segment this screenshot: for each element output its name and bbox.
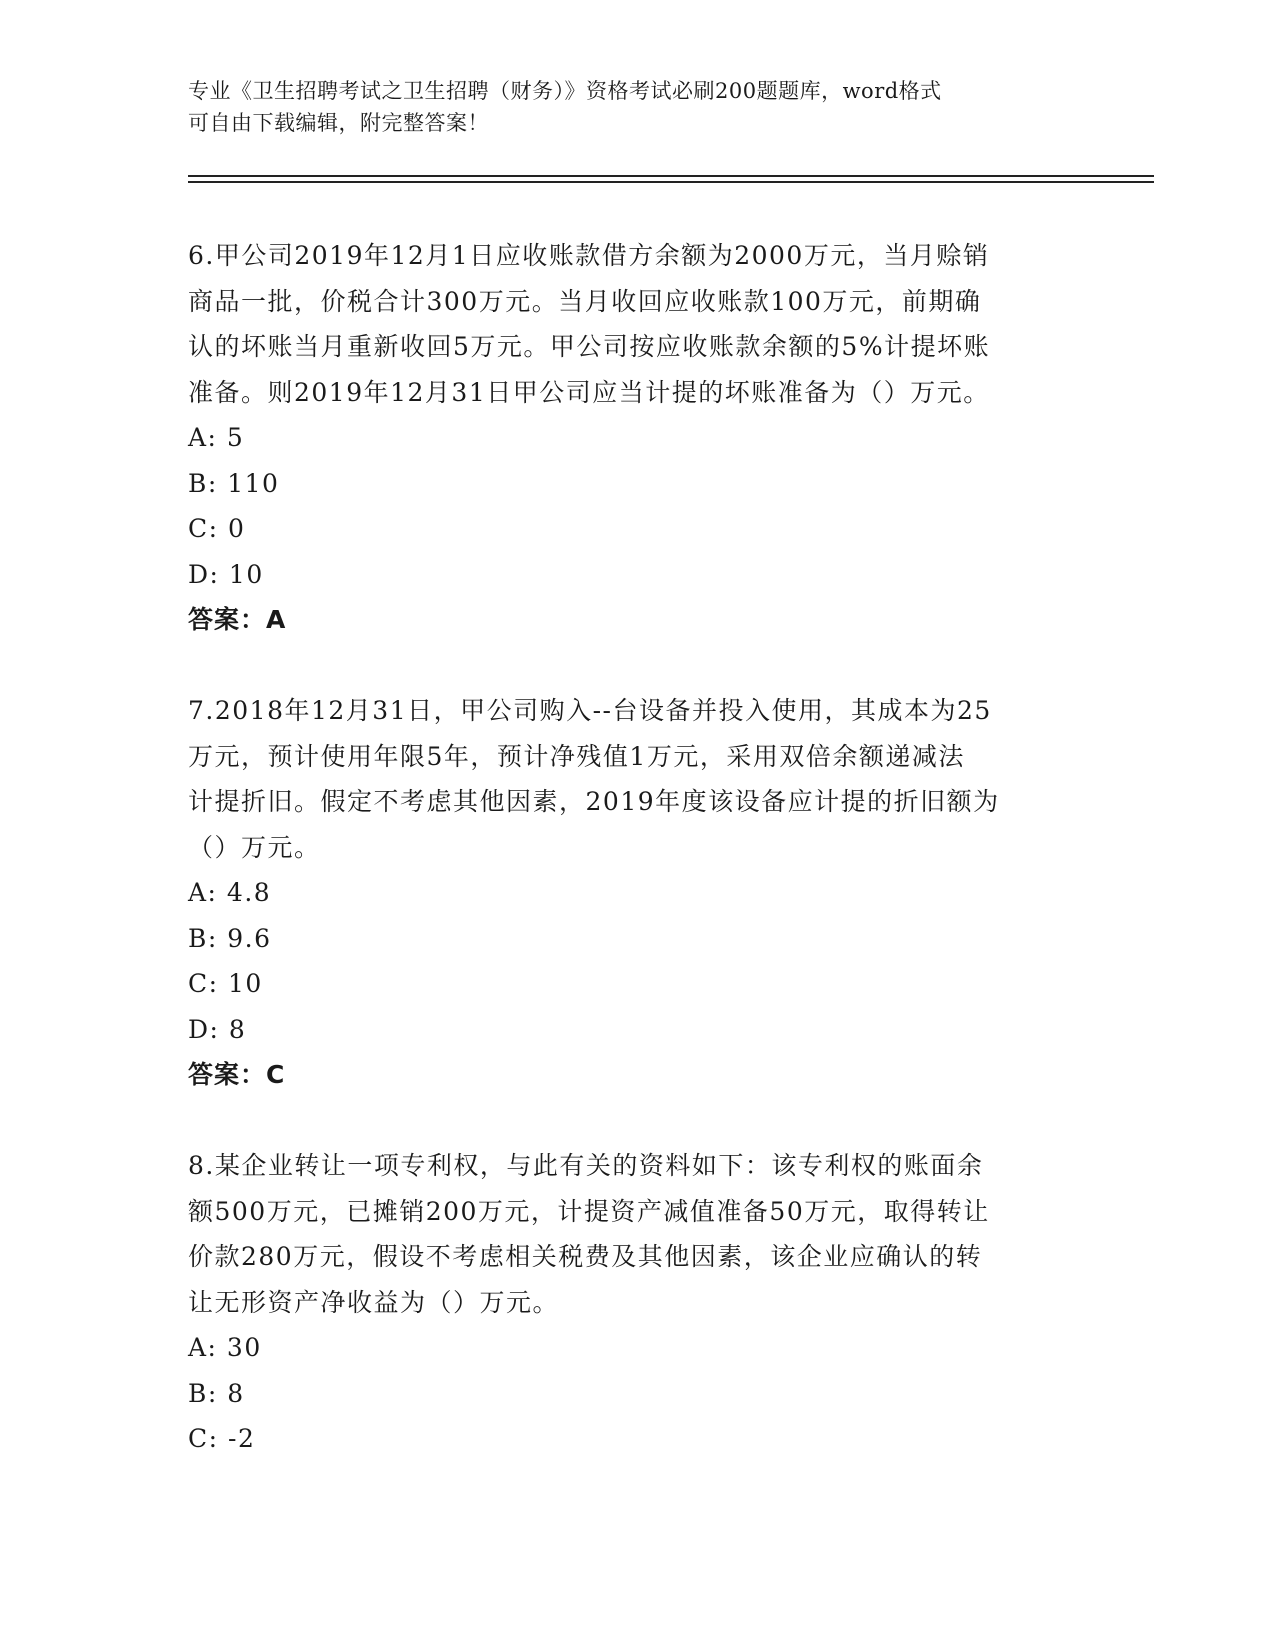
question-line: 准备。则2019年12月31日甲公司应当计提的坏账准备为（）万元。 xyxy=(188,377,990,407)
question-line: 8.某企业转让一项专利权，与此有关的资料如下：该专利权的账面余 xyxy=(188,1151,984,1180)
question-line: 万元，预计使用年限5年，预计净残值1万元，采用双倍余额递减法 xyxy=(188,741,965,771)
question-line: 6.甲公司2019年12月1日应收账款借方余额为2000万元，当月赊销 xyxy=(188,241,990,270)
header-divider-bottom xyxy=(188,181,1154,183)
header-line-2: 可自由下载编辑，附完整答案！ xyxy=(188,111,489,135)
header-line-1: 专业《卫生招聘考试之卫生招聘（财务）》资格考试必刷200题题库，word格式 xyxy=(188,79,942,103)
question-8 xyxy=(188,1143,1088,1462)
header-divider-top xyxy=(188,175,1154,177)
option-a: A: 5 xyxy=(188,423,245,452)
answer-label: 答案：A xyxy=(188,605,287,634)
option-a: A: 4.8 xyxy=(188,878,272,907)
option-d: D: 10 xyxy=(188,559,264,589)
option-b: B: 8 xyxy=(188,1378,245,1408)
question-text xyxy=(188,688,1088,870)
question-line: 价款280万元，假设不考虑相关税费及其他因素，该企业应确认的转 xyxy=(188,1242,983,1271)
question-line: （）万元。 xyxy=(188,832,321,862)
question-text xyxy=(188,233,1088,415)
question-6 xyxy=(188,233,1088,643)
question-line: 额500万元，已摊销200万元，计提资产减值准备50万元，取得转让 xyxy=(188,1196,990,1226)
option-c: C: 0 xyxy=(188,514,246,543)
question-line: 商品一批，价税合计300万元。当月收回应收账款100万元，前期确 xyxy=(188,286,982,316)
question-line: 让无形资产净收益为（）万元。 xyxy=(188,1287,560,1317)
document-header xyxy=(188,75,1068,139)
question-line: 7.2018年12月31日，甲公司购入--台设备并投入使用，其成本为25 xyxy=(188,696,992,725)
option-c: C: 10 xyxy=(188,969,263,998)
question-7 xyxy=(188,688,1088,1098)
option-a: A: 30 xyxy=(188,1333,262,1362)
option-c: C: -2 xyxy=(188,1424,256,1453)
answer-label: 答案：C xyxy=(188,1060,286,1089)
question-text xyxy=(188,1143,1088,1325)
question-line: 计提折旧。假定不考虑其他因素，2019年度该设备应计提的折旧额为 xyxy=(188,787,1000,816)
question-line: 认的坏账当月重新收回5万元。甲公司按应收账款余额的5%计提坏账 xyxy=(188,332,991,361)
option-b: B: 9.6 xyxy=(188,923,272,953)
option-d: D: 8 xyxy=(188,1014,247,1044)
option-b: B: 110 xyxy=(188,468,280,498)
